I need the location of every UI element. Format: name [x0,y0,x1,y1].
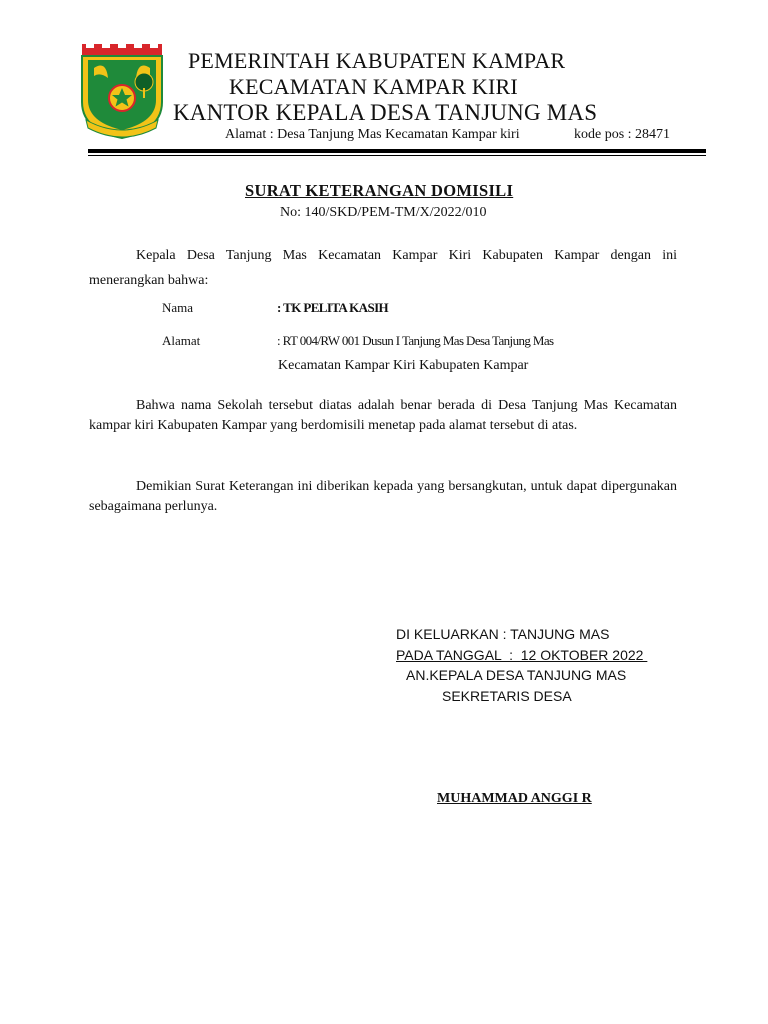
signature-position: SEKRETARIS DESA [442,688,572,704]
signature-name: MUHAMMAD ANGGI R [437,791,592,806]
letter-title: SURAT KETERANGAN DOMISILI [245,181,514,200]
field-address-value: : RT 004/RW 001 Dusun I Tanjung Mas Desa Tanjung Mas [277,333,554,348]
header-postal-code: kode pos : 28471 [574,127,671,142]
intro-line-1: Kepala Desa Tanjung Mas Kecamatan Kampar Kiri Kabupaten Kampar dengan ini [136,248,677,263]
field-name-value: : TK PELITA KASIH [277,300,389,315]
signature-issued-at: DI KELUARKAN : TANJUNG MAS [396,626,610,642]
paragraph-closing: Demikian Surat Keterangan ini diberikan kepada yang bersangkutan, untuk dapat dipergunakan sebagaimana perlunya. [89,479,677,514]
paragraph-statement: Bahwa nama Sekolah tersebut diatas adalah benar berada di Desa Tanjung Mas Kecamatan kampar kiri Kabupaten Kampar yang berdomisili menetap pada alamat tersebut di atas. [89,398,677,433]
header-line-district: KECAMATAN KAMPAR KIRI [229,74,518,99]
signature-date: PADA TANGGAL : 12 OKTOBER 2022 [396,647,648,663]
field-address-value-2: Kecamatan Kampar Kiri Kabupaten Kampar [278,358,529,373]
header-address: Alamat : Desa Tanjung Mas Kecamatan Kampar kiri [225,127,520,142]
header-line-government: PEMERINTAH KABUPATEN KAMPAR [188,48,566,73]
signature-on-behalf: AN.KEPALA DESA TANJUNG MAS [406,667,627,683]
header-rule-thin [88,155,706,156]
header-line-office: KANTOR KEPALA DESA TANJUNG MAS [173,100,598,125]
intro-line-2: menerangkan bahwa: [89,273,209,288]
letter-number: No: 140/SKD/PEM-TM/X/2022/010 [280,205,487,220]
header-rule-thick [88,149,706,153]
field-address-label: Alamat [162,333,201,348]
kampar-regency-emblem-icon [78,42,166,142]
field-name-label: Nama [162,300,194,315]
